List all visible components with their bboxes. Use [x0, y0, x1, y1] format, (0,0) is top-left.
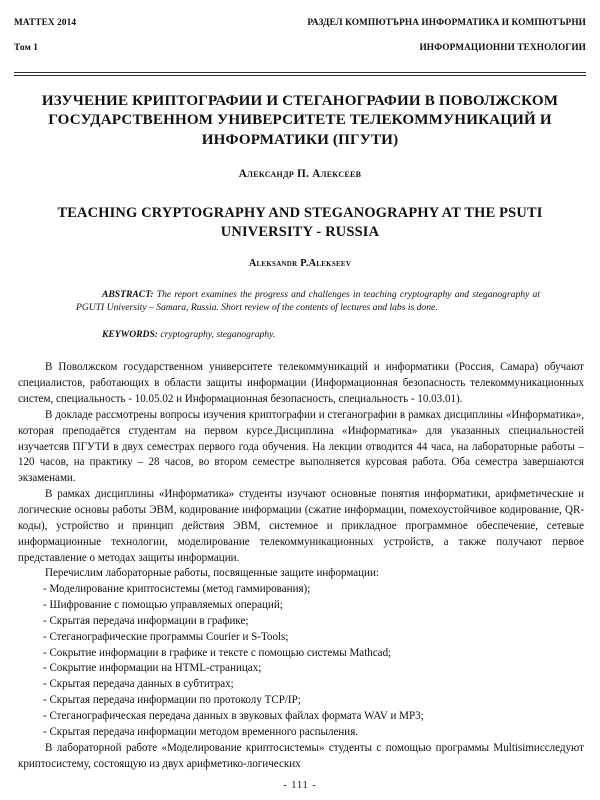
list-item: - Скрытая передача информации в графике;	[43, 614, 249, 627]
section-name-line2: ИНФОРМАЦИОННИ ТЕХНОЛОГИИ	[419, 42, 586, 53]
list-item: - Скрытая передача информации методом временного распыления.	[43, 725, 359, 738]
list-item: - Моделирование криптосистемы (метод гаммирования);	[43, 583, 311, 596]
running-header-right	[307, 5, 586, 66]
running-header-left	[14, 5, 76, 66]
abstract-block	[76, 288, 540, 342]
running-header	[14, 5, 586, 66]
abstract-text: The report examines the progress and challenges in teaching cryptography and steganography at PGUTI University – Samara, Russia. Short review of the contents of lectures and labs is done.	[76, 288, 540, 314]
list-item: - Стеганографические программы Courier и S-Tools;	[43, 630, 289, 643]
list-item: - Сокрытие информации в графике и тексте с помощью системы Mathcad;	[43, 646, 392, 659]
page-title-russian: ИЗУЧЕНИЕ КРИПТОГРАФИИ И СТЕГАНОГРАФИИ В ПОВОЛЖСКОМ ГОСУДАРСТВЕННОМ УНИВЕРСИТЕТЕ ТЕЛЕКОММУНИКАЦИЙ И ИНФОРМАТИКИ (ПГУТИ)	[41, 92, 559, 148]
paragraph-5: В лабораторной работе «Моделирование криптосистемы» студенты с помощью программы Multisimисследуют криптосистему, состоящую из двух арифметико-логических	[18, 741, 584, 770]
list-item: - Скрытая передача информации по протоколу TCP/IP;	[43, 694, 301, 707]
paragraph-1: В Поволжском государственном университете телекоммуникаций и информатики (Россия, Самара) обучают специалистов, работающих в области защиты информации (Информационная безопасность телекоммуникационных систем, специальность - 10.05.02 и Информационная безопасность, специальность - 10.03.01).	[18, 361, 584, 406]
lab-works-list	[18, 582, 584, 740]
keywords-paragraph	[76, 328, 540, 342]
journal-name: MATTEX 2014	[14, 18, 77, 29]
page-number: - 111 -	[283, 780, 317, 791]
paragraph-3: В рамках дисциплины «Информатика» студенты изучают основные понятия информатики, арифметические и логические основы работы ЭВМ, кодирование информации (сжатие информации, помехоустойчивое кодирование, QR-коды), устройство и принцип действия ЭВМ, системное и прикладное программное обеспечение, сетевые информационные технологии, моделирование телекоммуникационных устройств, а также получают первое представление о методах защиты информации.	[18, 488, 584, 564]
paragraph-4: Перечислим лабораторные работы, посвященные защите информации:	[45, 567, 379, 580]
volume-label: Том 1	[14, 42, 39, 53]
keywords-text: cryptography, steganography.	[157, 328, 276, 340]
header-divider	[14, 72, 586, 75]
list-item: - Сокрытие информации на HTML-страницах;	[43, 662, 262, 675]
abstract-label: ABSTRACT:	[102, 288, 154, 300]
section-name-line1: РАЗДЕЛ КОМПЮТЪРНА ИНФОРМАТИКА И КОМПЮТЪРНИ	[307, 18, 586, 29]
paragraph-2: В докладе рассмотрены вопросы изучения криптографии и стеганографии в рамках дисциплины «Информатика», которая преподаётся студентам на первом курсе.Дисциплина «Информатика» для указанных специальностей изучаетсяв ПГУТИ в двух семестрах первого года обучения. На лекции отводится 44 часа, на лабораторные работы – 120 часов, на практику – 28 часов, во втором семестре выполняется курсовая работа. Оба семестра завершаются экзаменами.	[18, 408, 584, 485]
abstract-paragraph	[76, 288, 540, 315]
list-item: - Стеганографическая передача данных в звуковых файлах формата WAV и MP3;	[43, 709, 424, 722]
author-russian: Александр П. Алексеев	[238, 167, 362, 180]
body-content	[14, 360, 586, 772]
author-english: Aleksandr P.Alekseev	[248, 257, 352, 269]
keywords-label: KEYWORDS:	[102, 328, 158, 340]
page-title-english: TEACHING CRYPTOGRAPHY AND STEGANOGRAPHY AT THE PSUTI UNIVERSITY - RUSSIA	[57, 204, 543, 240]
list-item: - Шифрование с помощью управляемых операций;	[43, 599, 283, 612]
list-item: - Скрытая передача данных в субтитрах;	[43, 678, 234, 691]
